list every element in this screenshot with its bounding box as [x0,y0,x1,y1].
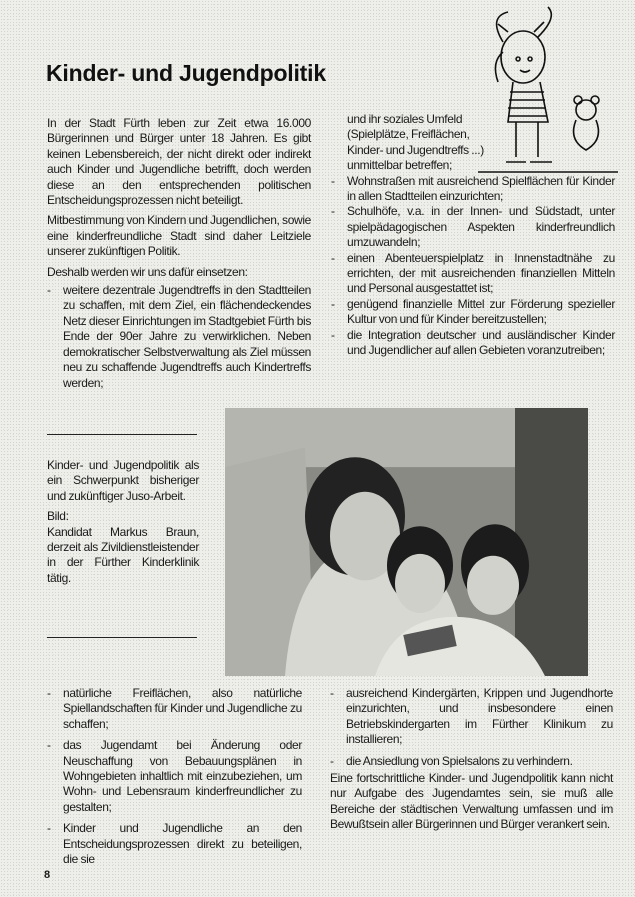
list-item: - die Ansiedlung von Spielsalons zu verhindern. [330,754,613,769]
caption-label: Bild: [47,509,69,524]
page-number: 8 [44,869,50,881]
paragraph: In der Stadt Fürth leben zur Zeit etwa 16.000 Bürgerinnen und Bürger unter 18 Jahren. Es gibt keinen Lebensbereich, der nicht direkt oder indirekt auch Kinder und Jugendliche betrifft, doch werden diese an den entsprechenden politischen Entscheidungsprozessen nicht beteiligt. [47,116,311,208]
closing-paragraph: Eine fortschrittliche Kinder- und Jugendpolitik kann nicht nur Aufgabe des Jugendamtes sein, sie muß alle Bereiche der städtischen Verwaltung umfassen und im Bewußtsein aller Bürgerinnen und Bürger verankert sein. [330,771,613,832]
right-column [331,112,615,359]
paragraph: Mitbestimmung von Kindern und Jugendlichen, sowie eine kinderfreundliche Stadt sind daher Leitziele unserer zukünftigen Politik. [47,213,311,259]
bottom-left-column [47,686,302,873]
list-item: - genügend finanzielle Mittel zur Förderung spezieller Kultur von und für Kinder bereitzustellen; [331,297,615,328]
list-item: - Kinder und Jugendliche an den Entscheidungsprozessen direkt zu beteiligen, die sie [47,821,302,867]
list-item: - das Jugendamt bei Änderung oder Neuschaffung von Bebauungsplänen in Wohngebieten inhaltlich mit einzubeziehen, um Wohn- und Lebensraum kinderfreundlicher zu gestalten; [47,738,302,815]
list-item: - Wohnstraßen mit ausreichend Spielflächen für Kinder in allen Stadtteilen einzurichten; [331,174,615,205]
list-item: - die Integration deutscher und ausländischer Kinder und Jugendlicher auf allen Gebieten voranzutreiben; [331,328,615,359]
divider [47,637,197,638]
photo-man-with-children [225,408,588,676]
caption-text: Kinder- und Jugendpolitik als ein Schwerpunkt bisheriger und zukünftiger Juso-Arbeit. [47,458,199,503]
list-item: - natürliche Freiflächen, also natürliche Spiellandschaften für Kinder und Jugendliche zu schaffen; [47,686,302,732]
list-item: - ausreichend Kindergärten, Krippen und Jugendhorte einzurichten, und insbesondere einen Betriebskindergarten im Fürther Klinikum zu installieren; [330,686,613,748]
page-title: Kinder- und Jugendpolitik [46,60,326,86]
list-item: - Schulhöfe, v.a. in der Innen- und Südstadt, unter spielpädagogischen Aspekten kinderfreundlich umzuwandeln; [331,204,615,250]
left-column [47,116,311,391]
photo-caption [47,458,199,591]
list-item: - weitere dezentrale Jugendtreffs in den Stadtteilen zu schaffen, mit dem Ziel, ein flächendeckendes Netz dieser Einrichtungen im Stadtgebiet Fürth bis Ende der 90er Jahre zu verwirklichen. Neben demokratischer Selbstverwaltung als Ziel müssen neu zu schaffende Jugendtreffs auch Kindertreffs werden; [47,283,311,391]
caption-description: Kandidat Markus Braun, derzeit als Zivildienstleistender in der Fürther Kinderklinik tätig. [47,524,199,585]
list-item-continuation: und ihr soziales Umfeld (Spielplätze, Freiflächen, Kinder- und Jugendtreffs ...) unmittelbar betreffen; [347,112,484,173]
list-item: - einen Abenteuerspielplatz in Innenstadtnähe zu errichten, der mit ausreichenden finanziellen Mitteln und Personal ausgestattet ist; [331,251,615,297]
bottom-right-column [330,686,613,838]
divider [47,434,197,435]
paragraph: Deshalb werden wir uns dafür einsetzen: [47,264,248,279]
